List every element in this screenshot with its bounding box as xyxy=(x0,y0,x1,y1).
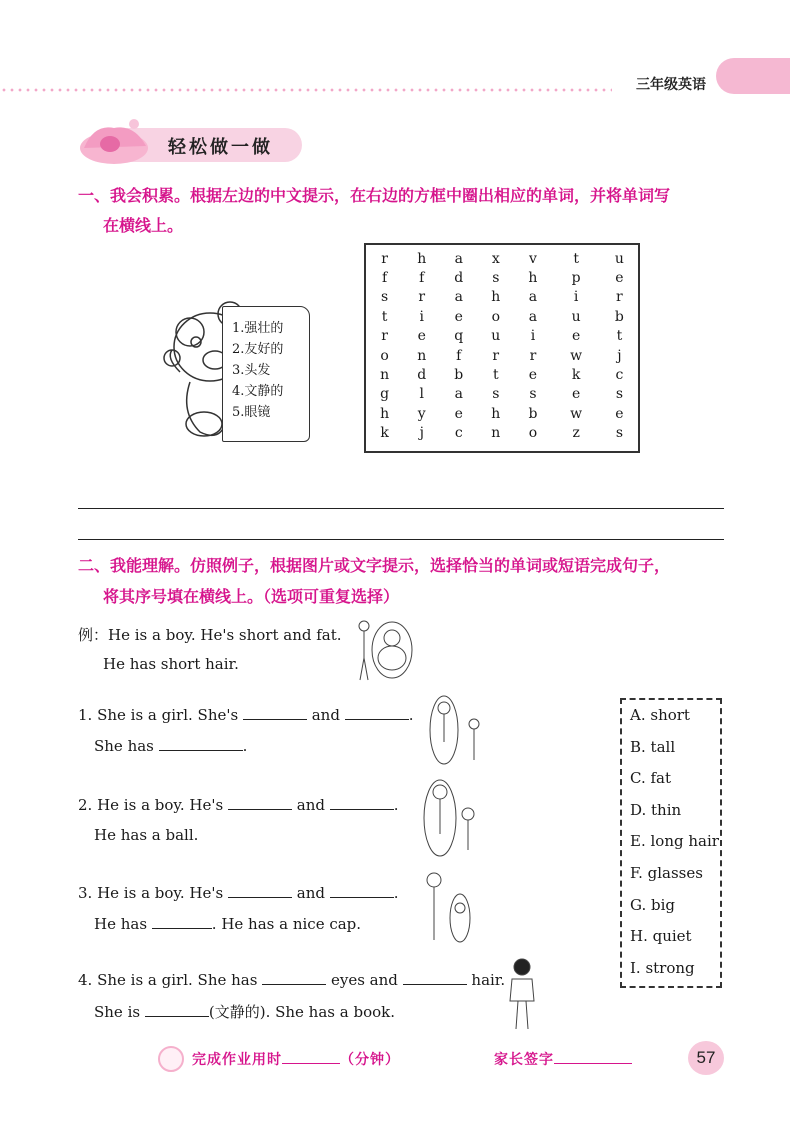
grid-row xyxy=(366,288,638,307)
hint-item: 3.头发 xyxy=(232,363,271,378)
answer-line[interactable] xyxy=(78,539,724,540)
example-boys-illustration xyxy=(354,618,414,682)
item1-line1 xyxy=(78,705,413,724)
item4-text: 4. She is a girl. She has xyxy=(78,971,263,989)
item4-text: eyes and xyxy=(326,971,403,989)
example-sentence: He is a boy. He's short and fat. xyxy=(108,626,342,644)
item1-text: She has xyxy=(94,737,159,755)
word-search-grid xyxy=(364,243,640,453)
example-line2: He has short hair. xyxy=(103,655,239,673)
item3-blank-2[interactable] xyxy=(330,883,394,898)
grid-letter[interactable]: a xyxy=(528,289,538,306)
grid-letter[interactable]: s xyxy=(492,386,500,403)
grid-letter[interactable]: o xyxy=(528,425,538,442)
time-label: 完成作业用时 xyxy=(192,1052,282,1068)
grid-letter[interactable]: n xyxy=(380,367,390,384)
grid-row xyxy=(366,385,638,404)
item4-line2 xyxy=(94,1001,395,1022)
item4-text: hair. xyxy=(466,971,506,989)
grid-letter[interactable]: n xyxy=(491,425,501,442)
item3-text: He has xyxy=(94,915,152,933)
grid-letter[interactable]: n xyxy=(417,347,427,364)
grid-letter[interactable]: k xyxy=(571,367,581,384)
grid-letter[interactable]: w xyxy=(570,347,583,364)
grid-letter[interactable]: f xyxy=(419,270,425,287)
item2-text: . xyxy=(393,796,399,814)
grid-letter[interactable]: c xyxy=(454,425,463,442)
grid-letter[interactable]: w xyxy=(570,405,583,422)
hint-item: 4.文静的 xyxy=(232,384,284,399)
question1-instruction: 一、我会积累。根据左边的中文提示，在右边的方框中圈出相应的单词，并将单词写 xyxy=(78,186,671,205)
grid-letter[interactable]: s xyxy=(492,270,500,287)
item3-line1 xyxy=(78,883,399,902)
grid-letter[interactable]: h xyxy=(528,270,538,287)
item3-text: 3. He is a boy. He's xyxy=(78,884,228,902)
grid-row xyxy=(366,424,638,443)
grid-row xyxy=(366,268,638,287)
option-g: G. big xyxy=(630,895,675,914)
item1-text: and xyxy=(306,706,345,724)
item3-blank-1[interactable] xyxy=(228,883,292,898)
option-a: A. short xyxy=(630,706,690,724)
item4-blank-1[interactable] xyxy=(262,970,326,985)
grid-letter[interactable]: o xyxy=(491,308,500,325)
question2-instruction: 二、我能理解。仿照例子，根据图片或文字提示，选择恰当的单词或短语完成句子， xyxy=(78,556,671,575)
grid-row xyxy=(366,249,638,268)
hint-list xyxy=(232,318,283,423)
item3-text: . He has a nice cap. xyxy=(211,915,362,933)
grid-letter[interactable]: e xyxy=(615,270,624,287)
grid-letter[interactable]: k xyxy=(380,425,389,442)
grid-letter[interactable]: h xyxy=(491,405,501,422)
item3-boys-illustration xyxy=(420,870,476,944)
item4-girl-illustration xyxy=(504,955,540,1033)
grid-letter[interactable]: t xyxy=(492,367,499,384)
grade-label: 三年级英语 xyxy=(636,77,706,93)
grid-row xyxy=(366,404,638,423)
grid-letter[interactable]: r xyxy=(616,289,623,306)
option-i: I. strong xyxy=(630,958,695,977)
grid-letter[interactable]: a xyxy=(454,289,463,306)
time-unit: （分钟） xyxy=(340,1052,400,1068)
grid-letter[interactable]: h xyxy=(417,250,427,267)
grid-letter[interactable]: x xyxy=(491,250,500,267)
option-e: E. long hair xyxy=(630,832,719,851)
item1-text: 1. She is a girl. She's xyxy=(78,706,243,724)
item3-line2 xyxy=(94,914,361,933)
grid-letter[interactable]: s xyxy=(615,425,623,442)
grid-letter[interactable]: j xyxy=(419,425,424,442)
grid-letter[interactable]: i xyxy=(530,328,536,345)
question1-instruction-cont: 在横线上。 xyxy=(103,216,184,235)
grid-letter[interactable]: v xyxy=(528,250,537,267)
hint-item: 1.强壮的 xyxy=(232,321,284,336)
grid-letter[interactable]: t xyxy=(381,308,388,325)
item3-blank-3[interactable] xyxy=(152,914,212,929)
grid-letter[interactable]: o xyxy=(380,347,389,364)
grid-letter[interactable]: s xyxy=(615,386,623,403)
hint-item: 2.友好的 xyxy=(232,342,284,357)
question2-instruction-cont: 将其序号填在横线上。（选项可重复选择） xyxy=(103,587,400,606)
grid-letter[interactable]: z xyxy=(572,425,580,442)
item3-text: and xyxy=(291,884,330,902)
signature-line[interactable] xyxy=(554,1051,632,1064)
item1-text: . xyxy=(242,737,248,755)
item2-text: and xyxy=(291,796,330,814)
grid-letter[interactable]: h xyxy=(491,289,501,306)
grid-letter[interactable]: f xyxy=(381,270,388,287)
grid-letter[interactable]: b xyxy=(454,367,464,384)
grid-letter[interactable]: t xyxy=(616,328,623,345)
grid-letter[interactable]: y xyxy=(417,405,426,422)
item4-text: (文静的). She has a book. xyxy=(208,1003,395,1021)
crab-shell-icon xyxy=(74,118,154,166)
grid-letter[interactable]: l xyxy=(419,386,424,403)
grade-tab-decoration xyxy=(716,58,790,94)
grid-letter[interactable]: r xyxy=(529,347,537,364)
item1-blank-1[interactable] xyxy=(243,705,307,720)
grid-letter[interactable]: s xyxy=(529,386,537,403)
option-f: F. glasses xyxy=(630,863,703,882)
grid-row xyxy=(366,327,638,346)
grid-letter[interactable]: r xyxy=(381,250,388,267)
grid-letter[interactable]: a xyxy=(528,308,538,325)
option-h: H. quiet xyxy=(630,927,692,946)
grid-letter[interactable]: e xyxy=(454,405,463,422)
grid-row xyxy=(366,307,638,326)
homework-time-field xyxy=(192,1049,400,1069)
grid-letter[interactable]: b xyxy=(528,405,538,422)
grid-letter[interactable]: e xyxy=(528,367,538,384)
option-d: D. thin xyxy=(630,800,682,819)
grid-letter[interactable]: t xyxy=(573,250,579,267)
item2-boys-illustration xyxy=(418,778,482,858)
grid-letter[interactable]: i xyxy=(573,289,579,306)
item2-line2: He has a ball. xyxy=(94,826,199,844)
grid-letter[interactable]: e xyxy=(572,328,581,345)
grid-letter[interactable]: u xyxy=(614,250,624,267)
item1-blank-3[interactable] xyxy=(159,736,243,751)
options-box xyxy=(620,698,722,988)
grid-letter[interactable]: f xyxy=(456,347,462,364)
page-number: 57 xyxy=(688,1041,724,1075)
grid-letter[interactable]: r xyxy=(381,328,388,345)
item4-text: She is xyxy=(94,1003,145,1021)
grid-letter[interactable]: j xyxy=(617,347,622,364)
parent-signature-field xyxy=(494,1049,632,1069)
grid-letter[interactable]: u xyxy=(491,328,501,345)
item2-blank-1[interactable] xyxy=(228,795,292,810)
sign-label: 家长签字 xyxy=(494,1052,554,1068)
grid-letter[interactable]: i xyxy=(419,308,424,325)
grid-letter[interactable]: r xyxy=(492,347,500,364)
grid-letter[interactable]: u xyxy=(571,308,581,325)
item2-line1 xyxy=(78,795,399,814)
grid-letter[interactable]: h xyxy=(380,405,390,422)
example-prefix: 例： xyxy=(78,626,109,644)
grid-letter[interactable]: a xyxy=(454,250,463,267)
example-line1 xyxy=(78,624,342,645)
section-banner-title: 轻松做一做 xyxy=(168,137,273,158)
item4-blank-2[interactable] xyxy=(403,970,467,985)
grid-letter[interactable]: e xyxy=(417,328,426,345)
option-b: B. tall xyxy=(630,737,676,756)
item2-blank-2[interactable] xyxy=(330,795,394,810)
grid-letter[interactable]: p xyxy=(571,270,581,287)
item4-blank-3[interactable] xyxy=(145,1002,209,1017)
grid-letter[interactable]: r xyxy=(418,289,426,306)
grid-letter[interactable]: g xyxy=(380,386,390,403)
item1-blank-2[interactable] xyxy=(345,705,409,720)
grid-letter[interactable]: d xyxy=(417,367,427,384)
grid-letter[interactable]: s xyxy=(380,289,389,306)
grid-row xyxy=(366,365,638,384)
grid-letter[interactable]: e xyxy=(572,386,581,403)
item4-line1 xyxy=(78,970,505,989)
item1-text: . xyxy=(408,706,414,724)
grid-letter[interactable]: e xyxy=(454,308,463,325)
item3-text: . xyxy=(393,884,399,902)
time-input-line[interactable] xyxy=(282,1051,340,1064)
grid-row xyxy=(366,346,638,365)
answer-line[interactable] xyxy=(78,508,724,509)
grid-letter[interactable]: c xyxy=(615,367,624,384)
item2-text: 2. He is a boy. He's xyxy=(78,796,228,814)
hint-item: 5.眼镜 xyxy=(232,405,271,420)
item1-line2 xyxy=(94,736,247,755)
grid-letter[interactable]: a xyxy=(454,386,463,403)
grid-letter[interactable]: e xyxy=(615,405,624,422)
word-search-table xyxy=(366,249,638,443)
alarm-clock-icon xyxy=(158,1046,184,1072)
header-dotted-rule xyxy=(0,88,612,92)
grid-letter[interactable]: b xyxy=(614,308,624,325)
grid-letter[interactable]: d xyxy=(454,270,464,287)
grid-letter[interactable]: q xyxy=(454,328,464,345)
item1-girls-illustration xyxy=(424,694,488,766)
option-c: C. fat xyxy=(630,769,672,788)
